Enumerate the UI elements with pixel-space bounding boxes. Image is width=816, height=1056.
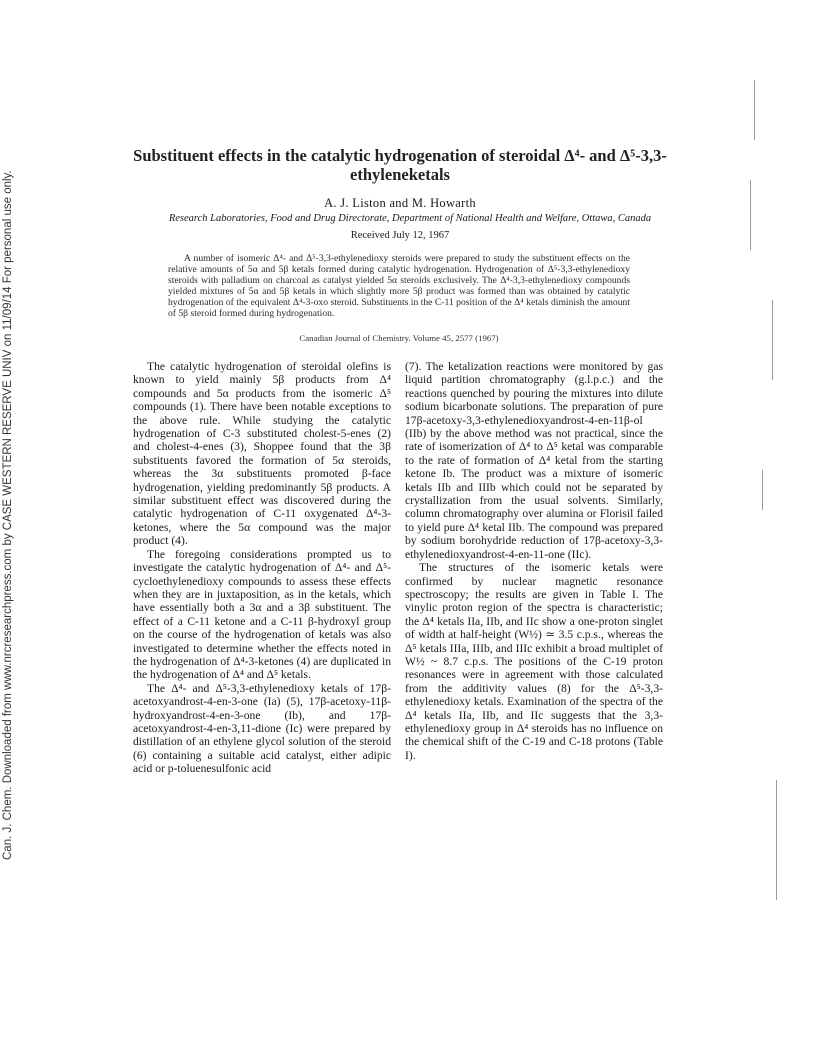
body-paragraph: The structures of the isomeric ketals were confirmed by nuclear magnetic resonance spectroscopy; the results are given in Table I. The vinylic proton region of the spectra is characteristic; the Δ⁴ ketals IIa, IIb, and IIc show a one-proton singlet of width at half-height (W½) ≃ 3.5 c.p.s., whereas the Δ⁵ ketals IIIa, IIIb, and IIIc exhibit a broad multiplet of W½ ~ 8.7 c.p.s. The positions of the C-19 proton resonances were in agreement with those calculated from the additivity values (8) for the Δ⁵-3,3-ethylenedioxy ketals. Examination of the spectra of the Δ⁴ ketals IIa, IIb, and IIc suggests that the 3,3-ethylenedioxy group in Δ⁴ steroids has no influence on the chemical shift of the C-19 and C-18 protons (Table I). — [405, 561, 663, 762]
body-column-left — [133, 360, 391, 776]
scan-margin-mark — [776, 780, 777, 900]
body-paragraph: The catalytic hydrogenation of steroidal olefins is known to yield mainly 5β products from Δ⁴ compounds and 5α products from the isomeric Δ⁵ compounds (1). There have been notable exceptions to the above rule. While studying the catalytic hydrogenation of C-3 substituted cholest-5-enes (2) and cholest-4-enes (3), Shoppee found that the 3β substituents favored the formation of 5α steroids, whereas the 3α substituents promoted β-face hydrogenation, yielding predominantly 5β products. A similar substituent effect was discovered during the catalytic hydrogenation of C-11 oxygenated Δ⁴-3-ketones, where the 5α compound was the major product (4). — [133, 360, 391, 548]
received-date: Received July 12, 1967 — [350, 230, 450, 241]
body-column-right — [405, 360, 663, 762]
scan-margin-mark — [754, 80, 755, 140]
download-side-note — [2, 170, 36, 860]
scan-margin-mark — [762, 470, 763, 510]
body-paragraph: The Δ⁴- and Δ⁵-3,3-ethylenedioxy ketals of 17β-acetoxyandrost-4-en-3-one (Ia) (5), 17β-acetoxy-11β-hydroxyandrost-4-en-3-one (Ib), and 17β-acetoxyandrost-4-en-3,11-dione (Ic) were prepared by distillation of an ethylene glycol solution of the steroid (6) containing a suitable acid catalyst, either adipic acid or p-toluenesulfonic acid — [133, 681, 391, 776]
abstract-text: A number of isomeric Δ⁴- and Δ⁵-3,3-ethylenedioxy steroids were prepared to study the substituent effects on the relative amounts of 5α and 5β ketals formed during catalytic hydrogenation. Hydrogenation of Δ⁵-3,3-ethylenedioxy steroids with palladium on charcoal as catalyst yielded 5α steroids exclusively. The Δ⁴-3,3-ethylenedioxy compounds yielded mixtures of 5α and 5β ketals in which slightly more 5β product was formed than was obtained by catalytic hydrogenation of the equivalent Δ⁴-3-oxo steroid. Substituents in the C-11 position of the Δ⁴ ketals diminish the amount of 5β steroid formed during hydrogenation. — [168, 253, 630, 319]
paper-title: Substituent effects in the catalytic hydrogenation of steroidal Δ⁴- and Δ⁵-3,3-ethyleneketals — [133, 146, 667, 184]
body-paragraph: (7). The ketalization reactions were monitored by gas liquid partition chromatography (g.l.p.c.) and the reactions quenched by pouring the mixtures into dilute sodium bicarbonate solutions. The preparation of pure 17β-acetoxy-3,3-ethylenedioxyandrost-4-en-11β-ol (IIb) by the above method was not practical, since the rate of isomerization of Δ⁴ to Δ⁵ ketal was comparable to the rate of formation of Δ⁴ ketal from the starting ketone Ib. The product was a mixture of isomeric ketals IIb and IIIb which could not be separated by crystallization from the usual solvents. Similarly, column chromatography over alumina or Florisil failed to yield pure Δ⁴ ketal IIb. The compound was prepared by sodium borohydride reduction of 17β-acetoxy-3,3-ethylenedioxyandrost-4-en-11-one (IIc). — [405, 360, 663, 561]
body-paragraph: The foregoing considerations prompted us to investigate the catalytic hydrogenation of Δ⁴- and Δ⁵-cycloethylenedioxy compounds to assess these effects when they are in juxtaposition, as in the ketals, which have essentially both a 3α and a 3β substituent. The effect of a C-11 ketone and a C-11 β-hydroxyl group on the course of the hydrogenation of ketals was also investigated to determine whether the effects noted in the hydrogenation of Δ⁴-3-ketones (4) are duplicated in the hydrogenation of Δ⁴ and Δ⁵ ketals. — [133, 547, 391, 682]
side-note-text: Can. J. Chem. Downloaded from www.nrcresearchpress.com by CASE WESTERN RESERVE UNIV on 11/09/14 For personal use only. — [2, 170, 14, 860]
scan-margin-mark — [750, 180, 751, 250]
paper-affiliation: Research Laboratories, Food and Drug Directorate, Department of National Health and Welfare, Ottawa, Canada — [168, 213, 652, 224]
paper-authors: A. J. Liston and M. Howarth — [324, 196, 476, 210]
scan-margin-mark — [772, 300, 773, 380]
journal-reference: Canadian Journal of Chemistry. Volume 45, 2577 (1967) — [299, 333, 499, 343]
abstract — [168, 254, 630, 319]
